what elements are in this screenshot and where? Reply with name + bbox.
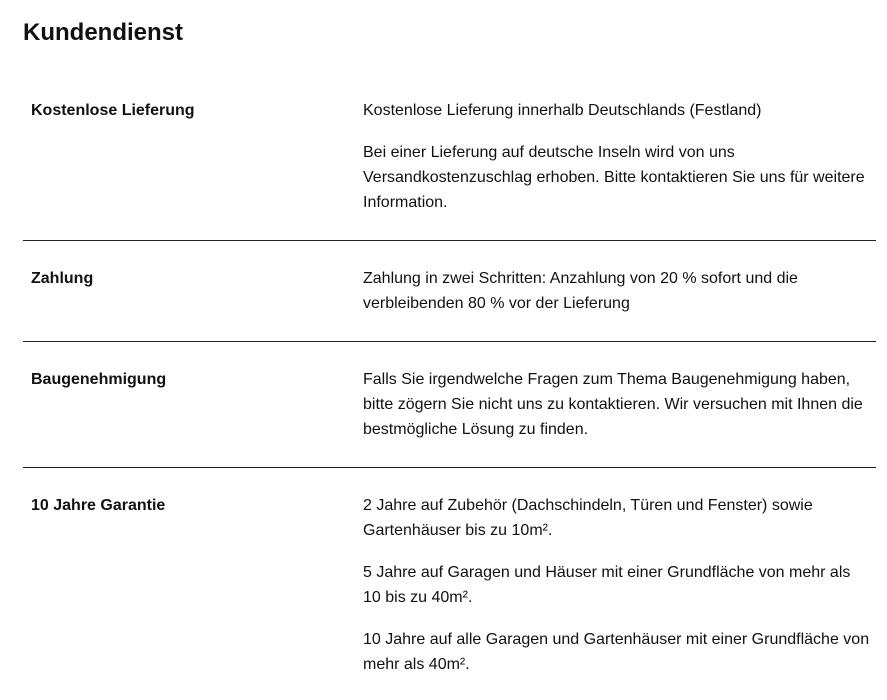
row-label: 10 Jahre Garantie <box>31 497 166 514</box>
row-paragraph: Zahlung in zwei Schritten: Anzahlung von 20 % sofort und die verbleibenden 80 % vor der Lieferung <box>363 270 798 312</box>
row-paragraph: 10 Jahre auf alle Garagen und Gartenhäuser mit einer Grundfläche von mehr als 40m². <box>363 631 870 673</box>
row-label: Zahlung <box>31 270 94 287</box>
table-row-baugenehmigung <box>23 342 876 468</box>
row-paragraph: Bei einer Lieferung auf deutsche Inseln wird von uns Versandkostenzuschlag erhoben. Bitte kontaktieren Sie uns für weitere Information. <box>363 144 865 211</box>
page-title: Kundendienst <box>23 19 183 46</box>
row-paragraph: 5 Jahre auf Garagen und Häuser mit einer Grundfläche von mehr als 10 bis zu 40m². <box>363 564 851 606</box>
row-paragraph: Falls Sie irgendwelche Fragen zum Thema Baugenehmigung haben, bitte zögern Sie nicht uns zu kontaktieren. Wir versuchen mit Ihnen die bestmögliche Lösung zu finden. <box>363 371 863 438</box>
row-content <box>363 98 876 215</box>
row-paragraph: Kostenlose Lieferung innerhalb Deutschlands (Festland) <box>363 102 762 119</box>
row-content <box>363 266 876 316</box>
table-row-kostenlose-lieferung <box>23 84 876 241</box>
table-row-zahlung <box>23 241 876 342</box>
service-table <box>23 84 876 687</box>
row-content <box>363 493 876 677</box>
row-paragraph: 2 Jahre auf Zubehör (Dachschindeln, Türen und Fenster) sowie Gartenhäuser bis zu 10m². <box>363 497 813 539</box>
table-row-garantie <box>23 468 876 687</box>
row-content <box>363 367 876 442</box>
row-label: Kostenlose Lieferung <box>31 102 195 119</box>
row-label: Baugenehmigung <box>31 371 167 388</box>
